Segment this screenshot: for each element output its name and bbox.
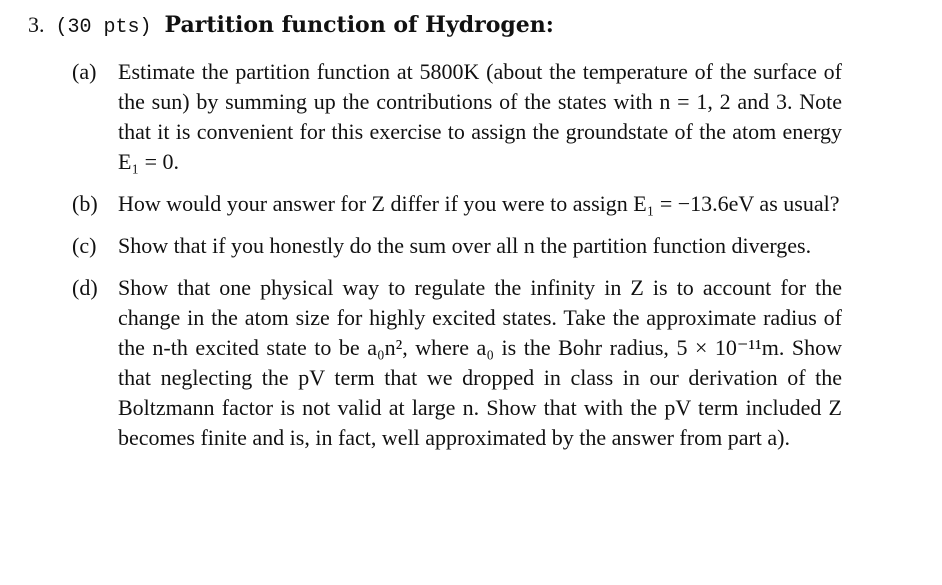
part-d (28, 273, 842, 453)
problem-points: (30 pts) (55, 16, 152, 39)
part-d-label: (d) (72, 275, 98, 300)
part-a (28, 57, 842, 177)
part-b-label: (b) (72, 191, 98, 216)
problem-block (28, 10, 908, 465)
part-a-text: Estimate the partition function at 5800K (about the temperature of the surface of the sun) by summing up the contributions of the states with n = 1, 2 and 3. Note that it is convenient for this exercise to assign the groundstate of the atom energy E₁ = 0. (118, 59, 842, 174)
problem-title: Partition function of Hydrogen: (164, 12, 554, 38)
part-d-text: Show that one physical way to regulate the infinity in Z is to account for the change in the atom size for highly excited states. Take the approximate radius of the n-th excited state to be a₀n², where a₀ is the Bohr radius, 5 × 10⁻¹¹m. Show that neglecting the pV term that we dropped in class in our derivation of the Boltzmann factor is not valid at large n. Show that with the pV term included Z becomes finite and is, in fact, well approximated by the answer from part a). (118, 275, 842, 450)
part-b-text: How would your answer for Z differ if you were to assign E₁ = −13.6eV as usual? (118, 191, 840, 216)
part-c-text: Show that if you honestly do the sum over all n the partition function diverges. (118, 233, 812, 258)
part-c (28, 231, 842, 261)
problem-number: 3. (28, 12, 45, 37)
part-b (28, 189, 842, 219)
part-c-label: (c) (72, 233, 97, 258)
parts-list (28, 57, 908, 453)
part-a-label: (a) (72, 59, 97, 84)
problem-heading (28, 10, 908, 43)
